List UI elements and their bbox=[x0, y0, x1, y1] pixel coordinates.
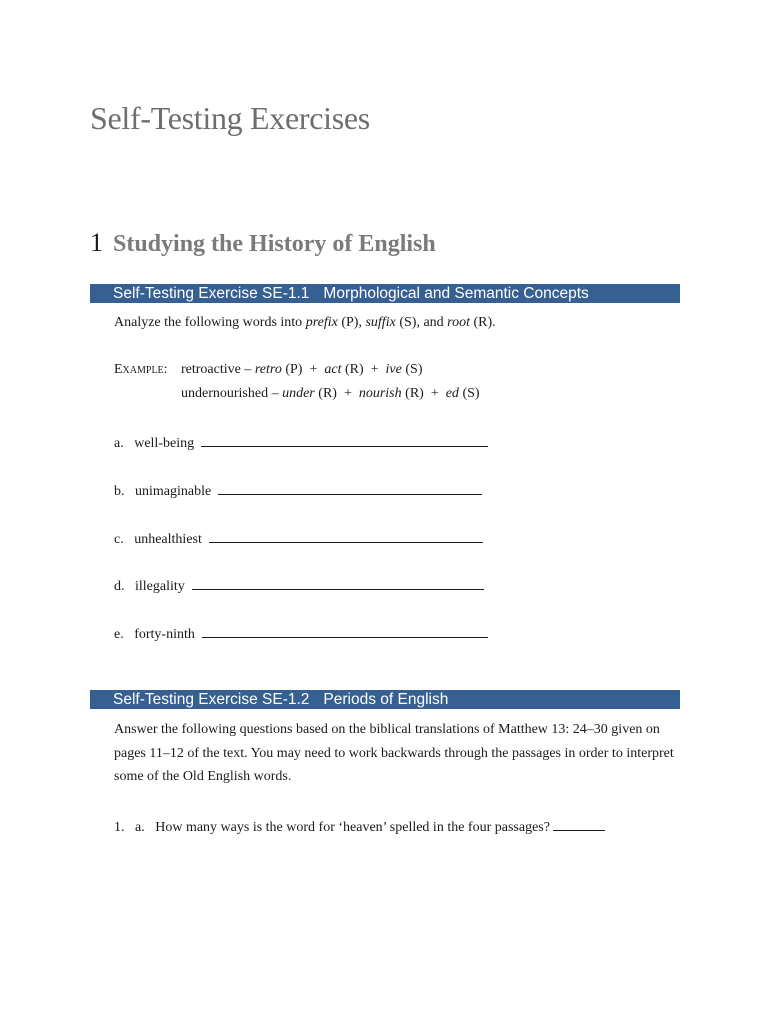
answer-blank[interactable] bbox=[202, 624, 488, 638]
list-item: a. well-being bbox=[114, 433, 488, 452]
list-item: e. forty-ninth bbox=[114, 624, 488, 643]
list-item: c. unhealthiest bbox=[114, 529, 483, 548]
question-1a: 1. a. How many ways is the word for ‘heaven’ spelled in the four passages? bbox=[114, 817, 605, 836]
answer-blank[interactable] bbox=[218, 481, 482, 495]
page-title: Self-Testing Exercises bbox=[90, 100, 370, 136]
chapter-title: Studying the History of English bbox=[113, 231, 436, 257]
exercise-1-instructions: Analyze the following words into prefix (P), suffix (S), and root (R). bbox=[114, 315, 496, 330]
example-line-2: undernourished – under (R) + nourish (R) + ed (S) bbox=[181, 386, 480, 401]
exercise-1-header bbox=[90, 284, 680, 303]
list-item: d. illegality bbox=[114, 576, 484, 595]
chapter-number: 1 bbox=[90, 228, 103, 257]
exercise-2-header bbox=[90, 690, 680, 709]
exercise-2-label: Self-Testing Exercise SE-1.2 bbox=[113, 691, 310, 708]
list-item: b. unimaginable bbox=[114, 481, 482, 500]
exercise-1-name: Morphological and Semantic Concepts bbox=[323, 285, 589, 302]
exercise-1-label: Self-Testing Exercise SE-1.1 bbox=[113, 285, 310, 302]
exercise-2-instructions: Answer the following questions based on the biblical translations of Matthew 13: 24–30 given on pages 11–12 of the text. You may need to work backwards through the passages in order to interpret some of the Old English words. bbox=[114, 722, 674, 784]
answer-blank[interactable] bbox=[553, 817, 605, 831]
exercise-2-name: Periods of English bbox=[323, 691, 449, 708]
answer-blank[interactable] bbox=[209, 529, 483, 543]
answer-blank[interactable] bbox=[201, 433, 488, 447]
chapter-heading bbox=[90, 228, 436, 258]
example-line-1: retroactive – retro (P) + act (R) + ive (S) bbox=[181, 362, 423, 377]
example-label: Example: bbox=[114, 362, 168, 377]
answer-blank[interactable] bbox=[192, 576, 484, 590]
